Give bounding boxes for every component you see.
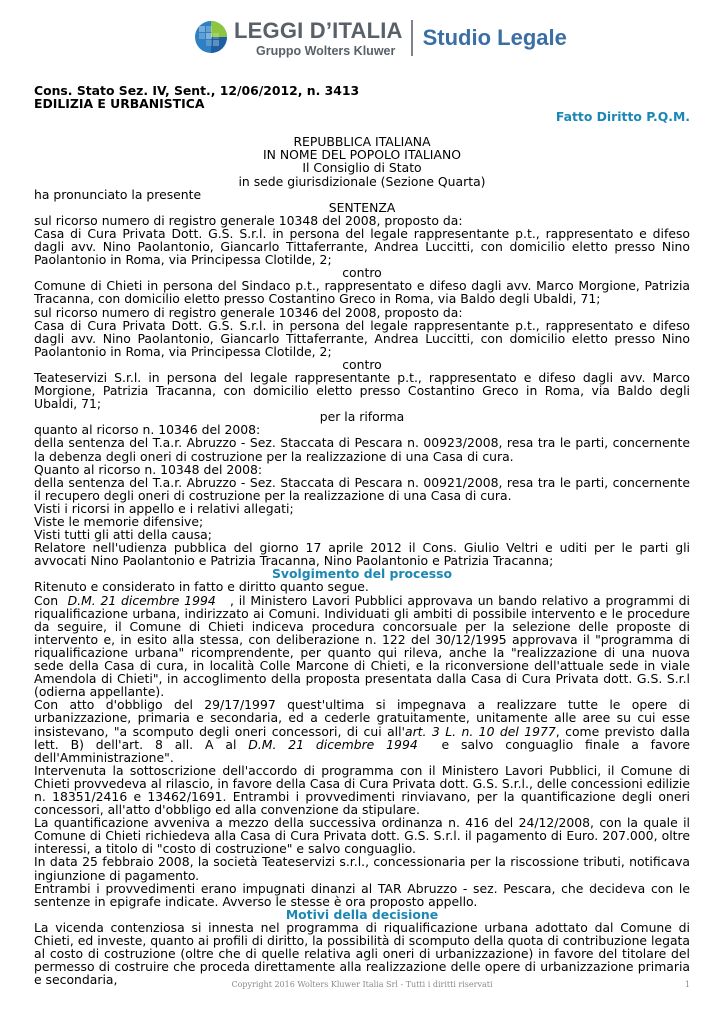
paragraph: Teateservizi S.r.l. in persona del legale rappresentante p.t., rappresentato e difeso dagli avv. Marco Morgione, Patrizia Tracanna, con domicilio eletto presso Costantino Greco in Roma, via Baldo degli Ubaldi, 71; — [34, 369, 690, 412]
paragraph: Casa di Cura Privata Dott. G.S. S.r.l. in persona del legale rappresentante p.t., rappresentato e difeso dagli avv. Nino Paolantonio, Giancarlo Tittaferrante, Andrea Luccitti, con domicilio eletto presso Nino Paolantonio in Roma, via Principessa Clotilde, 2; — [34, 317, 690, 359]
intro-line: in sede giurisdizionale (Sezione Quarta) — [238, 173, 486, 189]
intro-line: REPUBBLICA ITALIANA — [293, 134, 431, 150]
paragraph: La quantificazione avveniva a mezzo della successiva ordinanza n. 416 del 24/12/2008, con la quale il Comune di Chieti richiedeva alla Casa di Cura Privata dott. G.S. S.r.l. il pagamento di Euro. 207.000, oltre interessi, a titolo di "costo di costruzione" e salvo conguaglio. — [34, 815, 690, 857]
brand-main: LEGGI D’ITALIA — [234, 18, 403, 43]
contro-line: contro — [342, 356, 382, 372]
text-run: Con — [34, 592, 59, 608]
logo-divider — [411, 20, 413, 56]
paragraph: quanto al ricorso n. 10346 del 2008: — [34, 422, 261, 438]
paragraph: Intervenuta la sottoscrizione dell'accordo di programma con il Ministero Lavori Pubblici, il Comune di Chieti provvedeva al rilascio, in favore della Casa di Cura Privata dott. G.S. S.r.l., delle concessioni edilizie n. 18351/2416 e 13462/1691. Entrambi i provvedimenti rinviavano, per la quantificazione degli oneri concessori, all'atto d'obbligo ed alla convenzione da stipulare. — [34, 762, 690, 818]
per-riforma-line: per la riforma — [319, 409, 405, 425]
section-heading-svolgimento: Svolgimento del processo — [271, 566, 453, 582]
page-number: 1 — [684, 980, 690, 989]
paragraph: Entrambi i provvedimenti erano impugnati dinanzi al TAR Abruzzo - sez. Pescara, che decideva con le sentenze in epigrafe indicate. Avverso le stesse è ora proposto appello. — [34, 880, 690, 909]
paragraph: della sentenza del T.a.r. Abruzzo - Sez. Staccata di Pescara n. 00921/2008, resa tra le parti, concernente il recupero degli oneri di costruzione per la realizzazione di una Casa di cura. — [34, 474, 690, 503]
text-run: Con atto d'obbligo del 29/17/1997 quest'ultima si impegnava a realizzare tutte le opere di urbanizzazione, primaria e secondaria, ed a cederle gratuitamente, unitamente alle aree su cui esse insistevano, "a scomputo degli oneri concessori, di cui all' — [34, 697, 690, 739]
paragraph: Relatore nell'udienza pubblica del giorno 17 aprile 2012 il Cons. Giulio Veltri e uditi per le parti gli avvocati Nino Paolantonio e Patrizia Tracanna, Nino Paolantonio e Patrizia Tracanna; — [34, 540, 690, 569]
paragraph: Ritenuto e considerato in fatto e diritto quanto segue. — [34, 579, 369, 595]
globe-logo-icon — [194, 20, 228, 54]
section-heading-motivi: Motivi della decisione — [285, 906, 439, 922]
paragraph: sul ricorso numero di registro generale 10346 del 2008, proposto da: — [34, 304, 463, 320]
footer-copyright: Copyright 2016 Wolters Kluwer Italia Srl - Tutti i diritti riservati — [231, 980, 493, 989]
paragraph: In data 25 febbraio 2008, la società Teateservizi s.r.l., concessionaria per la riscossione tributi, notificava ingiunzione di pagamento. — [34, 854, 690, 883]
sentenza-title: SENTENZA — [328, 199, 396, 215]
paragraph — [34, 698, 690, 763]
paragraph: Visti tutti gli atti della causa; — [34, 527, 212, 543]
contro-line: contro — [342, 265, 382, 281]
text-run: , il Ministero Lavori Pubblici approvava un bando relativo a programmi di riqualificazione urbana, indirizzato ai Comuni. Individuati gli ambiti di possibile intervento e le procedure da seguire, il Comune di Chieti indiceva procedura concorsuale per la selezione delle proposte di intervento e, in esito alla stessa, con deliberazione n. 122 del 30/12/1995 approvava il "programma di riqualificazione urbana" ricomprendente, per quanto qui rileva, anche la "realizzazione di una nuova sede della Casa di cura, in località Colle Marcone di Chieti, e la riconversione dell'attuale sede in viale Amendola di Chieti", in accoglimento della proposta presentata dalla Casa di Cura Privata dott. G.S. S.r.l (odierna appellante). — [34, 592, 690, 700]
paragraph: Casa di Cura Privata Dott. G.S. S.r.l. in persona del legale rappresentante p.t., rappresentato e difeso dagli avv. Nino Paolantonio, Giancarlo Tittaferrante, Andrea Luccitti, con domicilio eletto presso Nino Paolantonio in Roma, via Principessa Clotilde, 2; — [34, 225, 690, 268]
document-body — [34, 84, 690, 986]
paragraph: sul ricorso numero di registro generale 10348 del 2008, proposto da: — [34, 212, 463, 228]
brand-block — [234, 18, 403, 58]
paragraph: Visti i ricorsi in appello e i relativi allegati; — [34, 500, 294, 516]
text-run: e salvo conguaglio finale a favore dell'Amministrazione". — [34, 736, 690, 765]
paragraph — [34, 594, 690, 699]
paragraph: Quanto al ricorso n. 10348 del 2008: — [34, 461, 263, 477]
brand-sub: Gruppo Wolters Kluwer — [256, 44, 396, 58]
document-subject: EDILIZIA E URBANISTICA — [34, 96, 205, 112]
law-reference-link[interactable]: D.M. 21 dicembre 1994 — [248, 736, 418, 752]
pronounced-line: ha pronunciato la presente — [34, 186, 202, 202]
paragraph: della sentenza del T.a.r. Abruzzo - Sez. Staccata di Pescara n. 00923/2008, resa tra le parti, concernente la debenza degli oneri di costruzione per la realizzazione di una Casa di cura. — [34, 435, 690, 464]
paragraph: Comune di Chieti in persona del Sindaco p.t., rappresentato e difeso dagli avv. Marco Morgione, Patrizia Tracanna, con domicilio eletto presso Costantino Greco in Roma, via Baldo degli Ubaldi, 71; — [34, 278, 690, 307]
header-logo — [194, 18, 567, 66]
text-run: , come previsto dalla lett. B) dell'art. 8 all. A al — [34, 723, 690, 752]
paragraph: Viste le memorie difensive; — [34, 514, 204, 529]
paragraph: La vicenda contenziosa si innesta nel programma di riqualificazione urbana adottato dal Comune di Chieti, ed investe, quanto ai profili di diritto, la possibilità di scomputo della quota di contribuzione legata al costo di costruzione (oltre che di quelle relativa agli oneri di urbanizzazione) in favore del titolare del permesso di costruire che proceda direttamente alla realizzazione delle opere di urbanizzazione primaria e secondaria, — [34, 919, 690, 988]
intro-line: IN NOME DEL POPOLO ITALIANO — [263, 147, 461, 163]
law-reference-link[interactable]: D.M. 21 dicembre 1994 — [67, 592, 216, 608]
law-reference-link[interactable]: art. 3 L. n. 10 del 1977 — [404, 723, 556, 739]
section-nav-links[interactable]: Fatto Diritto P.Q.M. — [555, 109, 690, 125]
product-name: Studio Legale — [422, 25, 567, 50]
document-reference: Cons. Stato Sez. IV, Sent., 12/06/2012, n. 3413 — [34, 83, 360, 98]
intro-line: Il Consiglio di Stato — [302, 160, 422, 176]
